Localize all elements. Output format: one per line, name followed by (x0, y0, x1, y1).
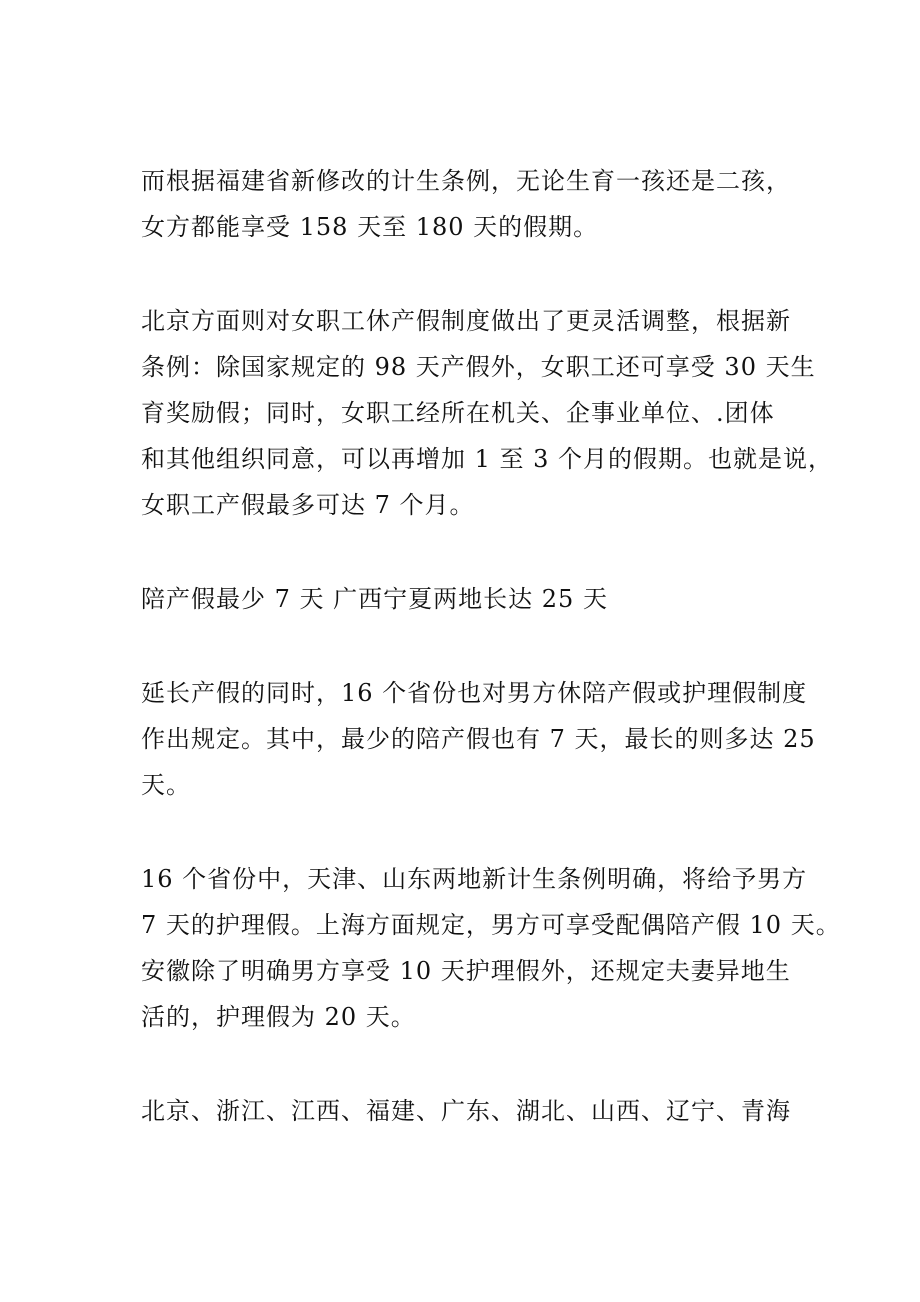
text-line: 16 个省份中，天津、山东两地新计生条例明确，将给予男方 (141, 865, 808, 893)
text-line: 和其他组织同意，可以再增加 1 至 3 个月的假期。也就是说， (141, 445, 834, 473)
paragraph-fujian (141, 158, 801, 250)
text-line: 安徽除了明确男方享受 10 天护理假外，还规定夫妻异地生 (141, 957, 791, 985)
text-line: 女方都能享受 158 天至 180 天的假期。 (141, 213, 599, 241)
text-line: 女职工产假最多可达 7 个月。 (141, 491, 475, 519)
text-line: 天。 (141, 771, 191, 799)
paragraph-beijing (141, 298, 834, 528)
paragraph-province-list (141, 1088, 801, 1134)
text-line: 延长产假的同时，16 个省份也对男方休陪产假或护理假制度 (141, 679, 808, 707)
text-line: 北京、浙江、江西、福建、广东、湖北、山西、辽宁、青海 (141, 1097, 791, 1125)
text-line: 7 天的护理假。上海方面规定，男方可享受配偶陪产假 10 天。 (141, 911, 841, 939)
text-line: 活的，护理假为 20 天。 (141, 1003, 416, 1031)
text-line: 而根据福建省新修改的计生条例，无论生育一孩还是二孩， (141, 167, 791, 195)
paragraph-provinces (141, 856, 841, 1040)
heading-line: 陪产假最少 7 天 广西宁夏两地长达 25 天 (141, 585, 608, 613)
text-line: 北京方面则对女职工休产假制度做出了更灵活调整，根据新 (141, 307, 791, 335)
text-line: 育奖励假；同时，女职工经所在机关、企事业单位、.团体 (141, 399, 775, 427)
section-heading (141, 576, 801, 622)
text-line: 条例：除国家规定的 98 天产假外，女职工还可享受 30 天生 (141, 353, 816, 381)
text-line: 作出规定。其中，最少的陪产假也有 7 天，最长的则多达 25 (141, 725, 816, 753)
document-body (141, 158, 841, 1182)
paragraph-paternity-leave (141, 670, 816, 808)
